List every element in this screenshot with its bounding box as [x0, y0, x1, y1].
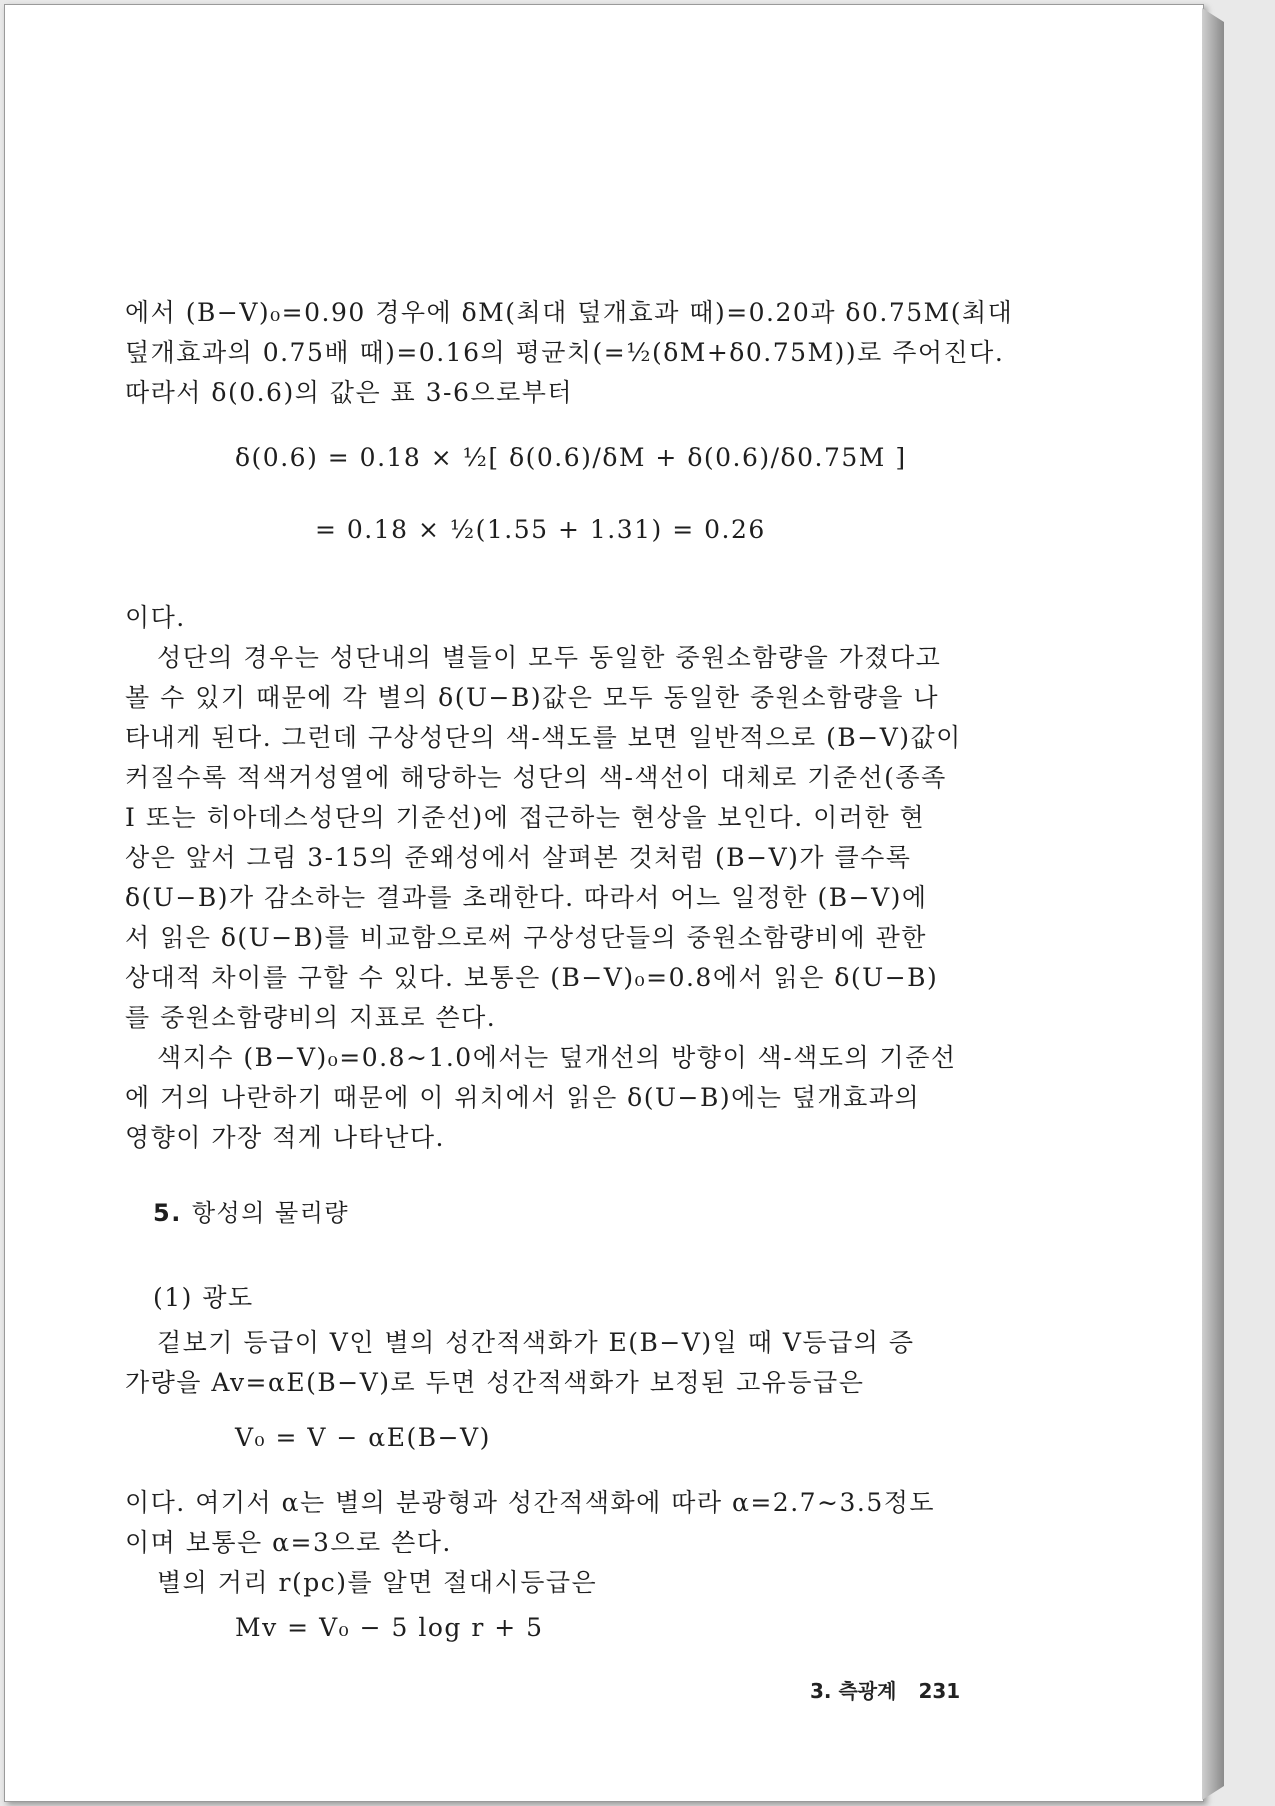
text-line: 상대적 차이를 구할 수 있다. 보통은 (B−V)₀=0.8에서 읽은 δ(U−B)	[125, 963, 939, 992]
equation-mv: Mv = V₀ − 5 log r + 5	[235, 1613, 544, 1642]
text-line: 볼 수 있기 때문에 각 별의 δ(U−B)값은 모두 동일한 중원소함량을 나	[125, 683, 940, 712]
equation-delta-line-1: δ(0.6) = 0.18 × ½[ δ(0.6)/δM + δ(0.6)/δ0.75M ]	[235, 443, 907, 472]
footer-chapter: 3. 측광계	[810, 1679, 897, 1703]
text-line: 가량을 Av=αE(B−V)로 두면 성간적색화가 보정된 고유등급은	[125, 1368, 865, 1397]
text-line: 영향이 가장 적게 나타난다.	[125, 1123, 445, 1152]
text-line: δ(U−B)가 감소하는 결과를 초래한다. 따라서 어느 일정한 (B−V)에	[125, 883, 928, 912]
text-line: I 또는 히아데스성단의 기준선)에 접근하는 현상을 보인다. 이러한 현	[125, 803, 926, 832]
text-line: 이다. 여기서 α는 별의 분광형과 성간적색화에 따라 α=2.7∼3.5정도	[125, 1488, 936, 1517]
section-title: 항성의 물리량	[191, 1199, 350, 1227]
text-line: 별의 거리 r(pc)를 알면 절대시등급은	[157, 1568, 598, 1597]
text-line: 색지수 (B−V)₀=0.8∼1.0에서는 덮개선의 방향이 색-색도의 기준선	[157, 1043, 957, 1072]
text-line: 이다.	[125, 603, 186, 632]
text-line: 를 중원소함량비의 지표로 쓴다.	[125, 1003, 497, 1032]
text-line: 커질수록 적색거성열에 해당하는 성단의 색-색선이 대체로 기준선(종족	[125, 763, 947, 792]
text-line: 겉보기 등급이 V인 별의 성간적색화가 E(B−V)일 때 V등급의 증	[157, 1328, 915, 1357]
equation-v0: V₀ = V − αE(B−V)	[235, 1423, 491, 1452]
text-line: 서 읽은 δ(U−B)를 비교함으로써 구상성단들의 중원소함량비에 관한	[125, 923, 927, 952]
text-line: 성단의 경우는 성단내의 별들이 모두 동일한 중원소함량을 가졌다고	[157, 643, 942, 672]
text-line: 에 거의 나란하기 때문에 이 위치에서 읽은 δ(U−B)에는 덮개효과의	[125, 1083, 921, 1112]
page-footer	[810, 1675, 960, 1704]
subsection-heading: (1) 광도	[153, 1283, 254, 1312]
text-line: 따라서 δ(0.6)의 값은 표 3-6으로부터	[125, 378, 574, 407]
section-heading	[153, 1193, 349, 1228]
section-number: 5.	[153, 1199, 182, 1227]
text-line: 에서 (B−V)₀=0.90 경우에 δM(최대 덮개효과 때)=0.20과 δ0.75M(최대	[125, 298, 1014, 327]
book-page	[4, 4, 1204, 1802]
text-line: 타내게 된다. 그런데 구상성단의 색-색도를 보면 일반적으로 (B−V)값이	[125, 723, 962, 752]
text-line: 이며 보통은 α=3으로 쓴다.	[125, 1528, 452, 1557]
page-edge-shadow	[1202, 8, 1224, 1800]
text-line: 덮개효과의 0.75배 때)=0.16의 평균치(=½(δM+δ0.75M))로 주어진다.	[125, 338, 1005, 367]
page-number: 231	[918, 1679, 961, 1703]
text-line: 상은 앞서 그림 3-15의 준왜성에서 살펴본 것처럼 (B−V)가 클수록	[125, 843, 912, 872]
equation-delta-line-2: = 0.18 × ½(1.55 + 1.31) = 0.26	[315, 515, 766, 544]
